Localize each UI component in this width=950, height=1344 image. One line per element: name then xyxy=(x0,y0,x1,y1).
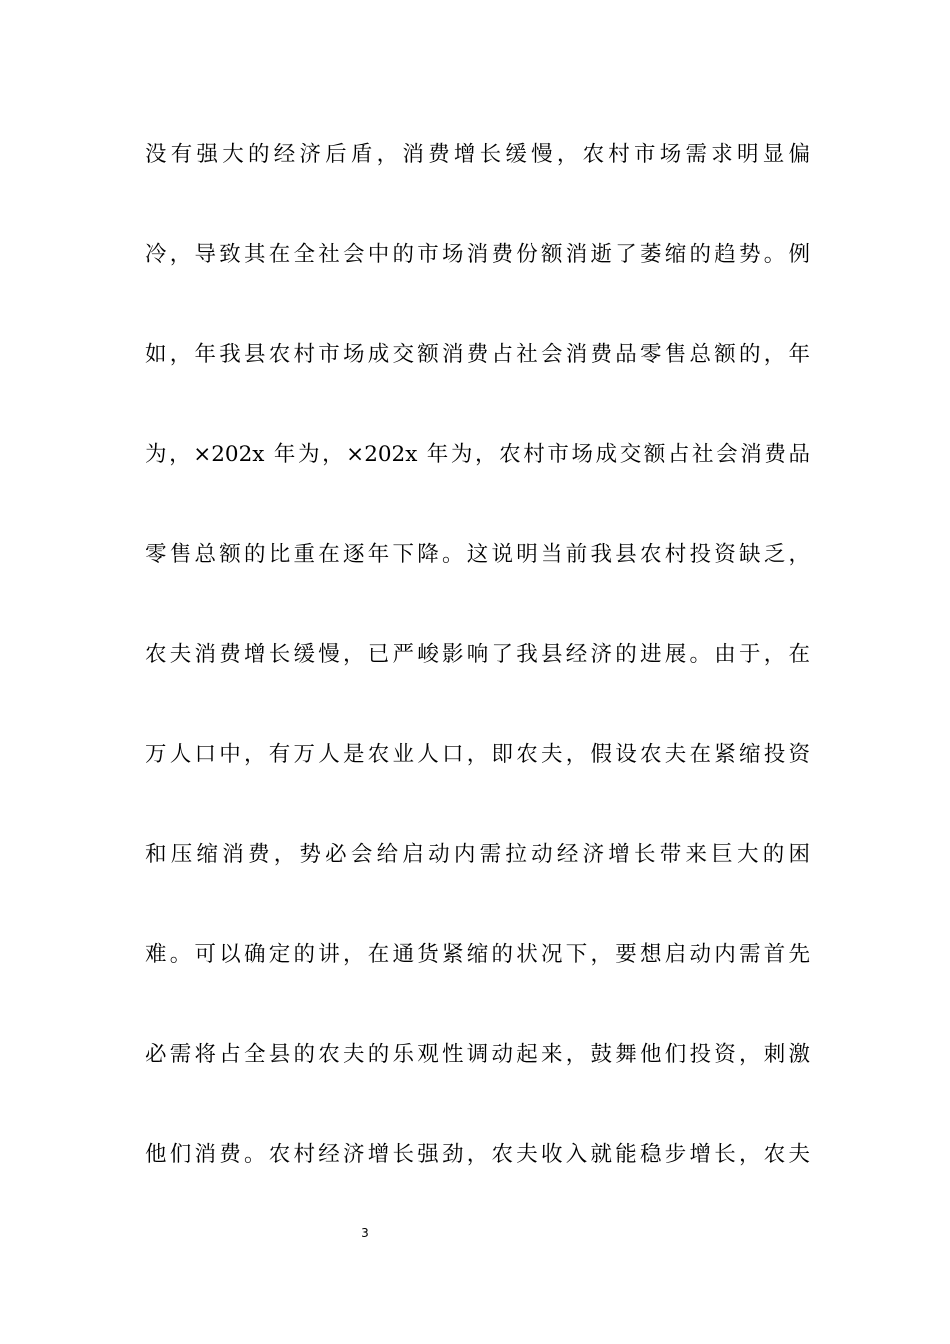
text-line-4: 为，×202x 年为，×202x 年为，农村市场成交额占社会消费品 xyxy=(145,442,810,467)
text-line-2: 冷，导致其在全社会中的市场消费份额消逝了萎缩的趋势。例 xyxy=(145,242,810,267)
text-line-9: 难。可以确定的讲，在通货紧缩的状况下，要想启动内需首先 xyxy=(145,942,810,967)
text-line-1: 没有强大的经济后盾，消费增长缓慢，农村市场需求明显偏 xyxy=(145,142,810,167)
text-line-8: 和压缩消费，势必会给启动内需拉动经济增长带来巨大的困 xyxy=(145,842,810,867)
body-text xyxy=(145,125,810,1225)
page-number: 3 xyxy=(361,1226,369,1240)
text-line-6: 农夫消费增长缓慢，已严峻影响了我县经济的进展。由于，在 xyxy=(145,642,810,667)
text-line-5: 零售总额的比重在逐年下降。这说明当前我县农村投资缺乏， xyxy=(145,542,810,567)
text-line-3: 如，年我县农村市场成交额消费占社会消费品零售总额的，年 xyxy=(145,342,810,367)
text-line-7: 万人口中，有万人是农业人口，即农夫，假设农夫在紧缩投资 xyxy=(145,742,810,767)
text-line-11: 他们消费。农村经济增长强劲，农夫收入就能稳步增长，农夫 xyxy=(145,1142,810,1167)
text-line-10: 必需将占全县的农夫的乐观性调动起来，鼓舞他们投资，刺激 xyxy=(145,1042,810,1067)
